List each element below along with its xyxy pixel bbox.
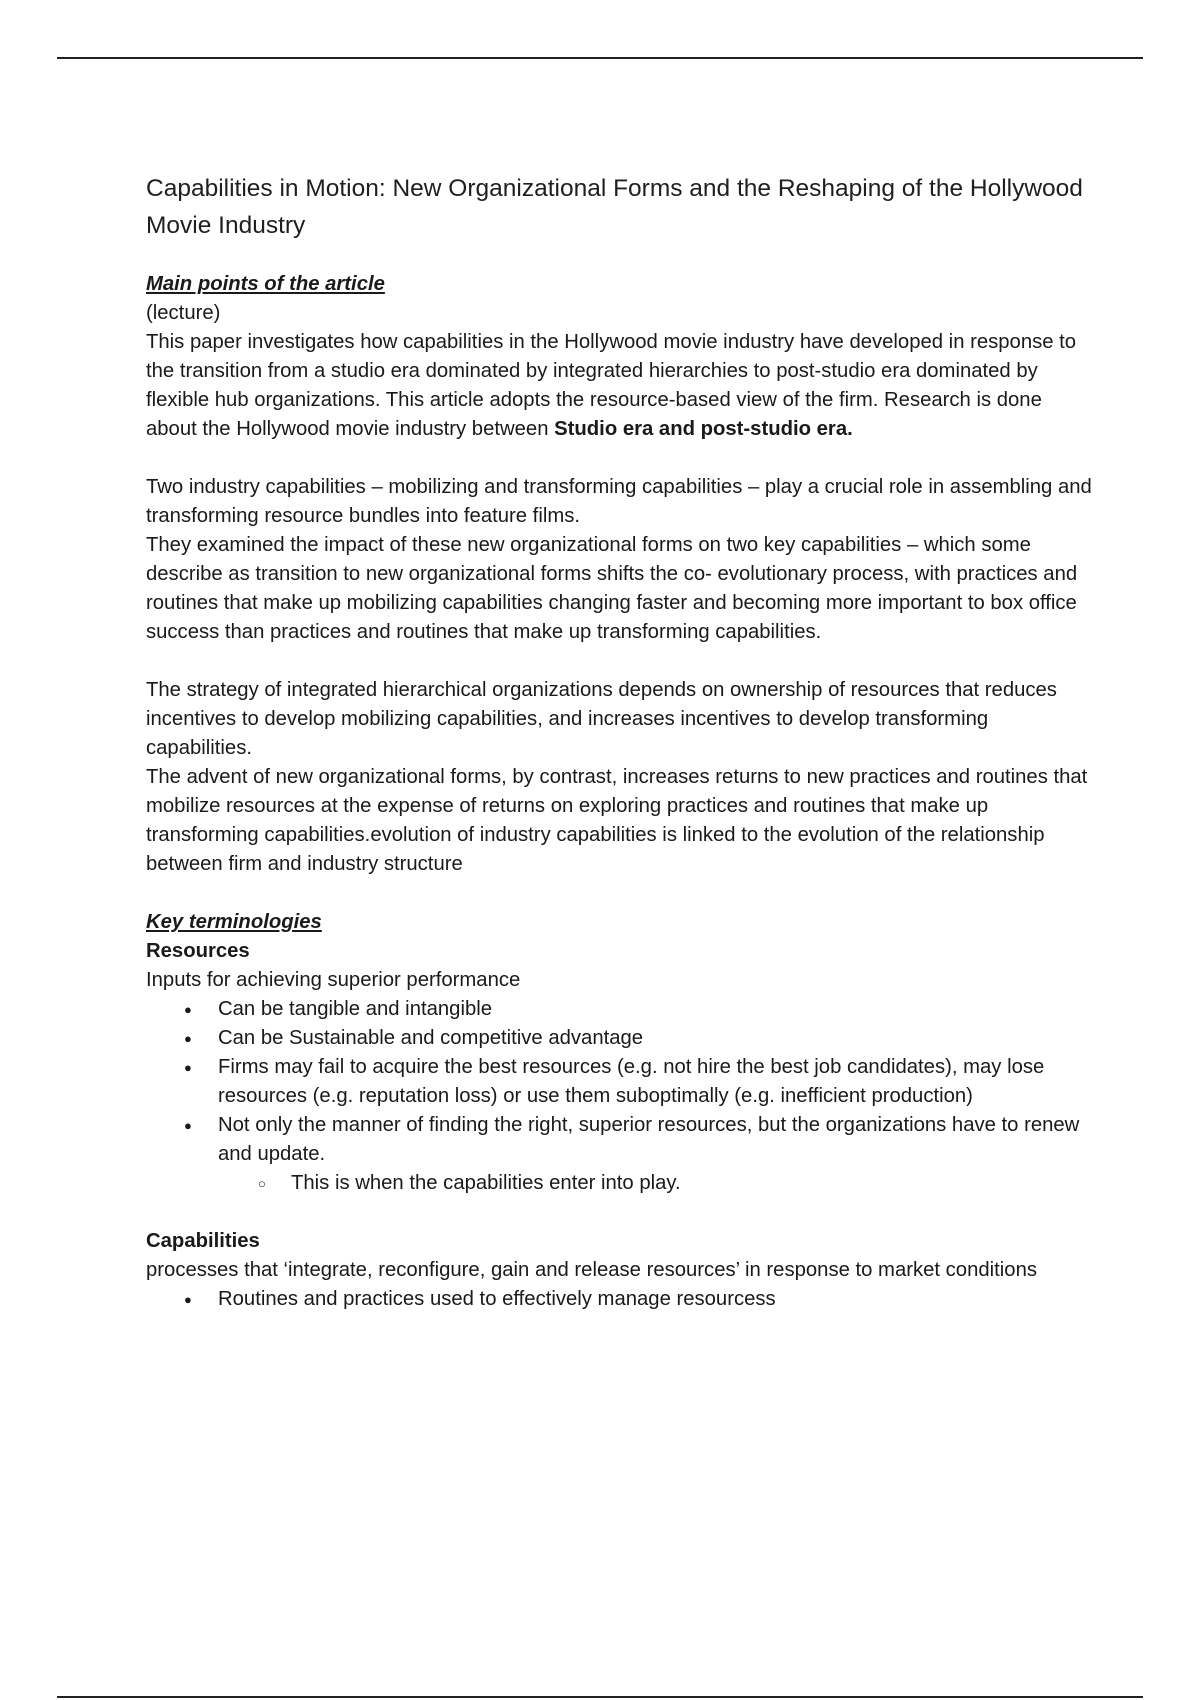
document-title: Capabilities in Motion: New Organizational Forms and the Reshaping of the Hollywood Movie Industry xyxy=(146,175,1083,239)
document-body xyxy=(146,170,1096,1314)
spacer xyxy=(146,444,1096,473)
spacer xyxy=(146,879,1096,908)
key-terminologies-heading: Key terminologies xyxy=(146,911,322,933)
list-item xyxy=(218,1111,1096,1198)
lecture-note: (lecture) xyxy=(146,302,221,324)
resources-heading: Resources xyxy=(146,940,250,962)
list-item-text: Not only the manner of finding the right, superior resources, but the organizations have to renew and update. xyxy=(218,1114,1080,1165)
top-rule xyxy=(57,57,1143,59)
capabilities-heading: Capabilities xyxy=(146,1230,260,1252)
list-item: ● Firms may fail to acquire the best resources (e.g. not hire the best job candidates), may lose resources (e.g. reputation loss) or use them suboptimally (e.g. inefficient production) xyxy=(218,1053,1096,1111)
bottom-rule xyxy=(57,1696,1143,1698)
strategy-paragraph: The strategy of integrated hierarchical organizations depends on ownership of resources that reduces incentives to develop mobilizing capabilities, and increases incentives to develop transforming capabilities. xyxy=(146,679,1057,759)
advent-paragraph: The advent of new organizational forms, by contrast, increases returns to new practices and routines that mobilize resources at the expense of returns on exploring practices and routines that make up transforming capabilities.evolution of industry capabilities is linked to the evolution of the relationship between firm and industry structure xyxy=(146,766,1088,875)
main-points-heading: Main points of the article xyxy=(146,273,385,295)
intro-paragraph xyxy=(146,328,1096,444)
intro-paragraph-text: This paper investigates how capabilities in the Hollywood movie industry have developed in response to the transition from a studio era dominated by integrated hierarchies to post-studio era dominated by flexible hub organizations. This article adopts the resource-based view of the firm. Research is done about the Hollywood movie industry between xyxy=(146,331,1077,440)
spacer xyxy=(146,1198,1096,1227)
capabilities-definition: processes that ‘integrate, reconfigure, gain and release resources’ in response to market conditions xyxy=(146,1259,1037,1281)
list-item: ● Can be tangible and intangible xyxy=(218,995,1096,1024)
sub-list-item: ○ This is when the capabilities enter into play. xyxy=(291,1169,1096,1198)
capabilities-paragraph: Two industry capabilities – mobilizing and transforming capabilities – play a crucial role in assembling and transforming resource bundles into feature films. xyxy=(146,476,1092,527)
spacer xyxy=(146,647,1096,676)
impact-paragraph: They examined the impact of these new organizational forms on two key capabilities – which some describe as transition to new organizational forms shifts the co- evolutionary process, with practices and routines that make up mobilizing capabilities changing faster and becoming more important to box office success than practices and routines that make up transforming capabilities. xyxy=(146,534,1078,643)
resources-definition: Inputs for achieving superior performance xyxy=(146,969,521,991)
resources-bullet-list xyxy=(146,995,1096,1198)
intro-paragraph-bold: Studio era and post-studio era. xyxy=(554,418,853,440)
list-item: ● Can be Sustainable and competitive advantage xyxy=(218,1024,1096,1053)
list-item: ● Routines and practices used to effectively manage resourcess xyxy=(218,1285,1096,1314)
capabilities-bullet-list xyxy=(146,1285,1096,1314)
sub-bullet-list xyxy=(218,1169,1096,1198)
